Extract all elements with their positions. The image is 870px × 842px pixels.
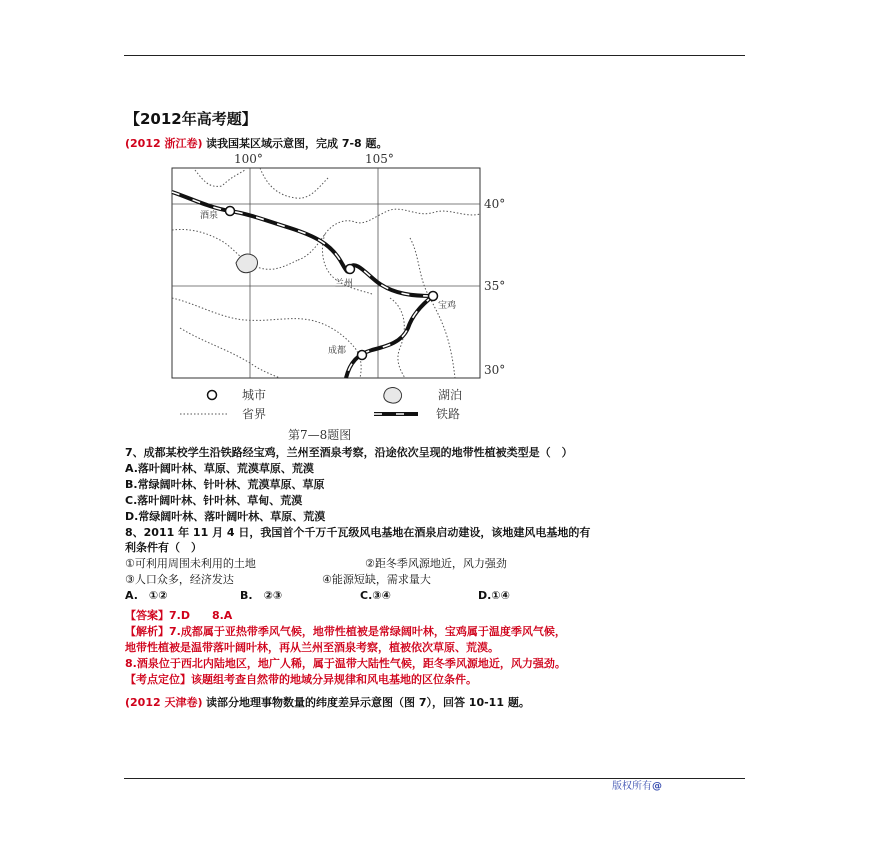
question-8-condition-1: ①可利用周围未利用的土地: [125, 557, 256, 570]
legend-city-label: 城市: [242, 388, 267, 402]
analysis-line1: [125, 625, 566, 639]
question-intro-tianjin: [125, 696, 530, 710]
province-borders: [172, 168, 480, 378]
source-tag-tianjin: (2012 天津卷): [125, 696, 203, 709]
question-8-choice-b: B. ②③: [240, 589, 283, 602]
legend-railway-label: 铁路: [436, 407, 461, 421]
question-8-choice-c: C.③④: [360, 589, 391, 602]
question-7-option-a: A.落叶阔叶林、草原、荒漠草原、荒漠: [125, 462, 314, 475]
city-markers: [226, 207, 438, 360]
section-title: 【2012年高考题】: [125, 110, 257, 128]
analysis-line2: 地带性植被是温带落叶阔叶林，再从兰州至酒泉考察，植被依次草原、荒漠。: [125, 641, 499, 654]
city-marker-baoji: [429, 292, 438, 301]
lat-label-35: 35°: [484, 279, 506, 293]
answer-line: [125, 609, 232, 623]
analysis-text-1: 7.成都属于亚热带季风气候，地带性植被是常绿阔叶林，宝鸡属于温度季风气候，: [169, 625, 566, 638]
lon-label-105: 105°: [365, 152, 394, 166]
region-map-figure: [150, 148, 510, 448]
answer-text: 7.D 8.A: [169, 609, 233, 622]
exam-point-line: [125, 673, 477, 687]
question-8-stem-line2: 利条件有（ ）: [125, 541, 202, 554]
city-marker-jiuquan: [226, 207, 235, 216]
question-8-choice-d: D.①④: [478, 589, 510, 602]
analysis-line3: 8.酒泉位于西北内陆地区，地广人稀，属于温带大陆性气候，距冬季风源地近，风力强劲。: [125, 657, 566, 670]
intro-text-tianjin: 读部分地理事物数量的纬度差异示意图（图 7），回答 10-11 题。: [206, 696, 530, 709]
lon-label-100: 100°: [234, 152, 263, 166]
question-7-option-c: C.落叶阔叶林、针叶林、草甸、荒漠: [125, 494, 303, 507]
header-rule: [124, 55, 745, 56]
question-8-choice-a: A. ①②: [125, 589, 168, 602]
question-8-condition-4: ④能源短缺，需求量大: [322, 573, 431, 586]
copyright-text: 版权所有: [612, 781, 652, 792]
map-legend: [180, 387, 462, 421]
city-marker-lanzhou: [346, 265, 355, 274]
city-label-jiuquan: 酒泉: [200, 211, 219, 221]
question-8-condition-3: ③人口众多，经济发达: [125, 573, 234, 586]
question-8-stem-line1: 8、2011 年 11 月 4 日，我国首个千万千瓦级风电基地在酒泉启动建设，该地建风电基地的有: [125, 526, 591, 539]
figure-caption: 第7—8题图: [288, 428, 352, 442]
copyright-footer: [612, 780, 662, 794]
question-7-option-d: D.常绿阔叶林、落叶阔叶林、草原、荒漠: [125, 510, 326, 523]
copyright-at: @: [652, 781, 662, 792]
question-7-stem: 7、成都某校学生沿铁路经宝鸡，兰州至酒泉考察，沿途依次呈现的地带性植被类型是（ ）: [125, 446, 573, 459]
legend-lake-label: 湖泊: [438, 388, 463, 402]
exam-point-label: 【考点定位】: [125, 673, 191, 686]
legend-lake-icon: [384, 388, 402, 404]
city-label-baoji: 宝鸡: [438, 301, 457, 311]
exam-point-text: 该题组考查自然带的地域分异规律和风电基地的区位条件。: [191, 673, 477, 686]
source-tag: (2012 浙江卷): [125, 137, 203, 150]
city-label-chengdu: 成都: [328, 346, 347, 356]
question-8-condition-2: ②距冬季风源地近，风力强劲: [365, 557, 507, 570]
intro-text: 读我国某区域示意图，完成 7-8 题。: [206, 137, 388, 150]
answer-label: 【答案】: [125, 609, 169, 622]
footer-rule: [124, 778, 745, 779]
city-label-lanzhou: 兰州: [335, 279, 354, 289]
lake-shape: [236, 254, 257, 273]
city-marker-chengdu: [358, 351, 367, 360]
lat-label-40: 40°: [484, 197, 506, 211]
analysis-label: 【解析】: [125, 625, 169, 638]
legend-city-icon: [208, 391, 217, 400]
legend-border-label: 省界: [242, 407, 267, 421]
lat-label-30: 30°: [484, 363, 506, 377]
question-7-option-b: B.常绿阔叶林、针叶林、荒漠草原、草原: [125, 478, 325, 491]
